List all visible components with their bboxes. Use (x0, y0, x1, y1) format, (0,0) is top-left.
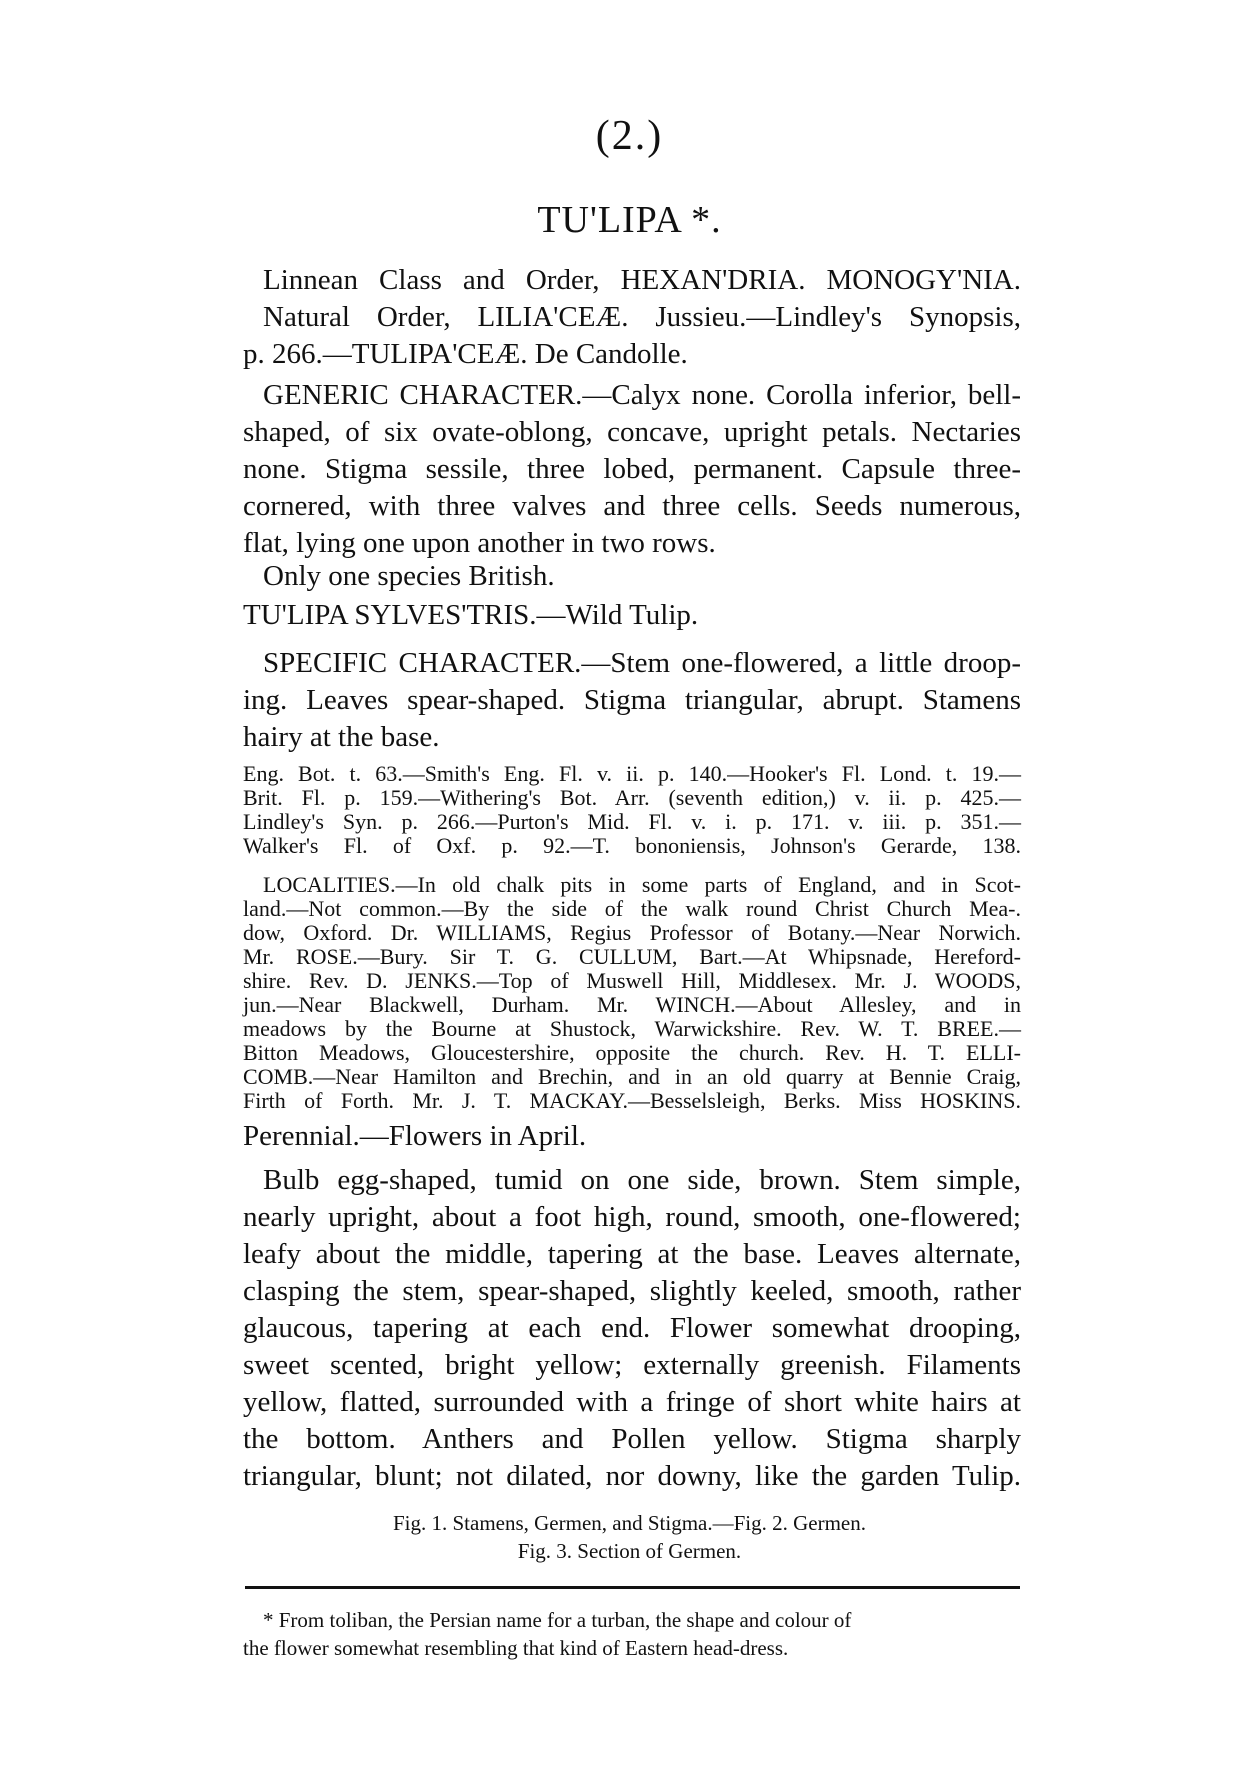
localities-line-9: COMB.—Near Hamilton and Brechin, and in an old quarry at Bennie Craig, (243, 1064, 1021, 1089)
classification-line-3: p. 266.—TULIPA'CEÆ. De Candolle. (243, 338, 688, 370)
generic-line-2: shaped, of six ovate-oblong, concave, upright petals. Nectaries (243, 416, 1021, 448)
classification-line-1: Linnean Class and Order, HEXAN'DRIA. MONOGY'NIA. (263, 264, 1021, 296)
species-heading-block (243, 597, 1021, 634)
generic-line-3: none. Stigma sessile, three lobed, permanent. Capsule three- (243, 453, 1021, 485)
description-line-7: yellow, flatted, surrounded with a fringe of short white hairs at (243, 1386, 1021, 1418)
localities-line-2: land.—Not common.—By the side of the walk round Christ Church Mea-. (243, 896, 1021, 921)
description-line-8: the bottom. Anthers and Pollen yellow. Stigma sharply (243, 1423, 1021, 1455)
british-note-block (243, 558, 1021, 595)
references-block (243, 762, 1021, 858)
description-line-2: nearly upright, about a foot high, round, smooth, one-flowered; (243, 1201, 1021, 1233)
localities-line-10: Firth of Forth. Mr. J. T. MACKAY.—Besselsleigh, Berks. Miss HOSKINS. (243, 1088, 1021, 1113)
reference-line-4: Walker's Fl. of Oxf. p. 92.—T. bononiensis, Johnson's Gerarde, 138. (243, 833, 1021, 858)
description-line-6: sweet scented, bright yellow; externally greenish. Filaments (243, 1349, 1021, 1381)
localities-line-5: shire. Rev. D. JENKS.—Top of Muswell Hill, Middlesex. Mr. J. WOODS, (243, 968, 1021, 993)
localities-block (243, 873, 1021, 1113)
reference-line-2: Brit. Fl. p. 159.—Withering's Bot. Arr. (seventh edition,) v. ii. p. 425.— (243, 785, 1021, 810)
localities-line-3: dow, Oxford. Dr. WILLIAMS, Regius Professor of Botany.—Near Norwich. (243, 920, 1021, 945)
description-line-9: triangular, blunt; not dilated, nor downy, like the garden Tulip. (243, 1460, 1021, 1492)
description-line-1: Bulb egg-shaped, tumid on one side, brown. Stem simple, (263, 1164, 1021, 1196)
description-line-4: clasping the stem, spear-shaped, slightly keeled, smooth, rather (243, 1275, 1021, 1307)
localities-line-6: jun.—Near Blackwell, Durham. Mr. WINCH.—About Allesley, and in (243, 992, 1021, 1017)
perennial-note: Perennial.—Flowers in April. (243, 1120, 587, 1152)
figure-caption-line-1: Fig. 1. Stamens, Germen, and Stigma.—Fig. 2. Germen. (392, 1511, 867, 1535)
description-line-5: glaucous, tapering at each end. Flower somewhat drooping, (243, 1312, 1021, 1344)
specific-character-block (243, 645, 1021, 756)
generic-line-1: GENERIC CHARACTER.—Calyx none. Corolla inferior, bell- (263, 379, 1021, 411)
footnote-block (243, 1606, 1021, 1662)
species-heading: TU'LIPA SYLVES'TRIS.—Wild Tulip. (243, 599, 699, 631)
description-line-3: leafy about the middle, tapering at the base. Leaves alternate, (243, 1238, 1021, 1270)
reference-line-3: Lindley's Syn. p. 266.—Purton's Mid. Fl. v. i. p. 171. v. iii. p. 351.— (243, 809, 1021, 834)
footnote-line-1: * From toliban, the Persian name for a turban, the shape and colour of (263, 1608, 852, 1632)
localities-line-1: LOCALITIES.—In old chalk pits in some parts of England, and in Scot- (263, 872, 1021, 897)
footnote-rule (245, 1586, 1020, 1589)
classification-line-2: Natural Order, LILIA'CEÆ. Jussieu.—Lindley's Synopsis, (263, 301, 1021, 333)
localities-line-4: Mr. ROSE.—Bury. Sir T. G. CULLUM, Bart.—At Whipsnade, Hereford- (243, 944, 1021, 969)
generic-line-5: flat, lying one upon another in two rows. (243, 527, 716, 559)
perennial-block (243, 1118, 1021, 1155)
generic-line-4: cornered, with three valves and three cells. Seeds numerous, (243, 490, 1021, 522)
description-block (243, 1162, 1021, 1495)
generic-character-block (243, 377, 1021, 562)
specific-line-2: ing. Leaves spear-shaped. Stigma triangular, abrupt. Stamens (243, 684, 1021, 716)
british-note: Only one species British. (263, 560, 555, 592)
page-number: (2.) (595, 113, 664, 159)
specific-line-1: SPECIFIC CHARACTER.—Stem one-flowered, a little droop- (263, 647, 1021, 679)
page-title: TU'LIPA *. (537, 199, 722, 241)
specific-line-3: hairy at the base. (243, 721, 440, 753)
reference-line-1: Eng. Bot. t. 63.—Smith's Eng. Fl. v. ii. p. 140.—Hooker's Fl. Lond. t. 19.— (243, 761, 1021, 786)
classification-block (243, 262, 1021, 373)
localities-line-8: Bitton Meadows, Gloucestershire, opposite the church. Rev. H. T. ELLI- (243, 1040, 1021, 1065)
localities-line-7: meadows by the Bourne at Shustock, Warwickshire. Rev. W. T. BREE.— (243, 1016, 1021, 1041)
figure-caption-line-2: Fig. 3. Section of Germen. (517, 1539, 742, 1563)
footnote-line-2: the flower somewhat resembling that kind of Eastern head-dress. (243, 1636, 789, 1660)
